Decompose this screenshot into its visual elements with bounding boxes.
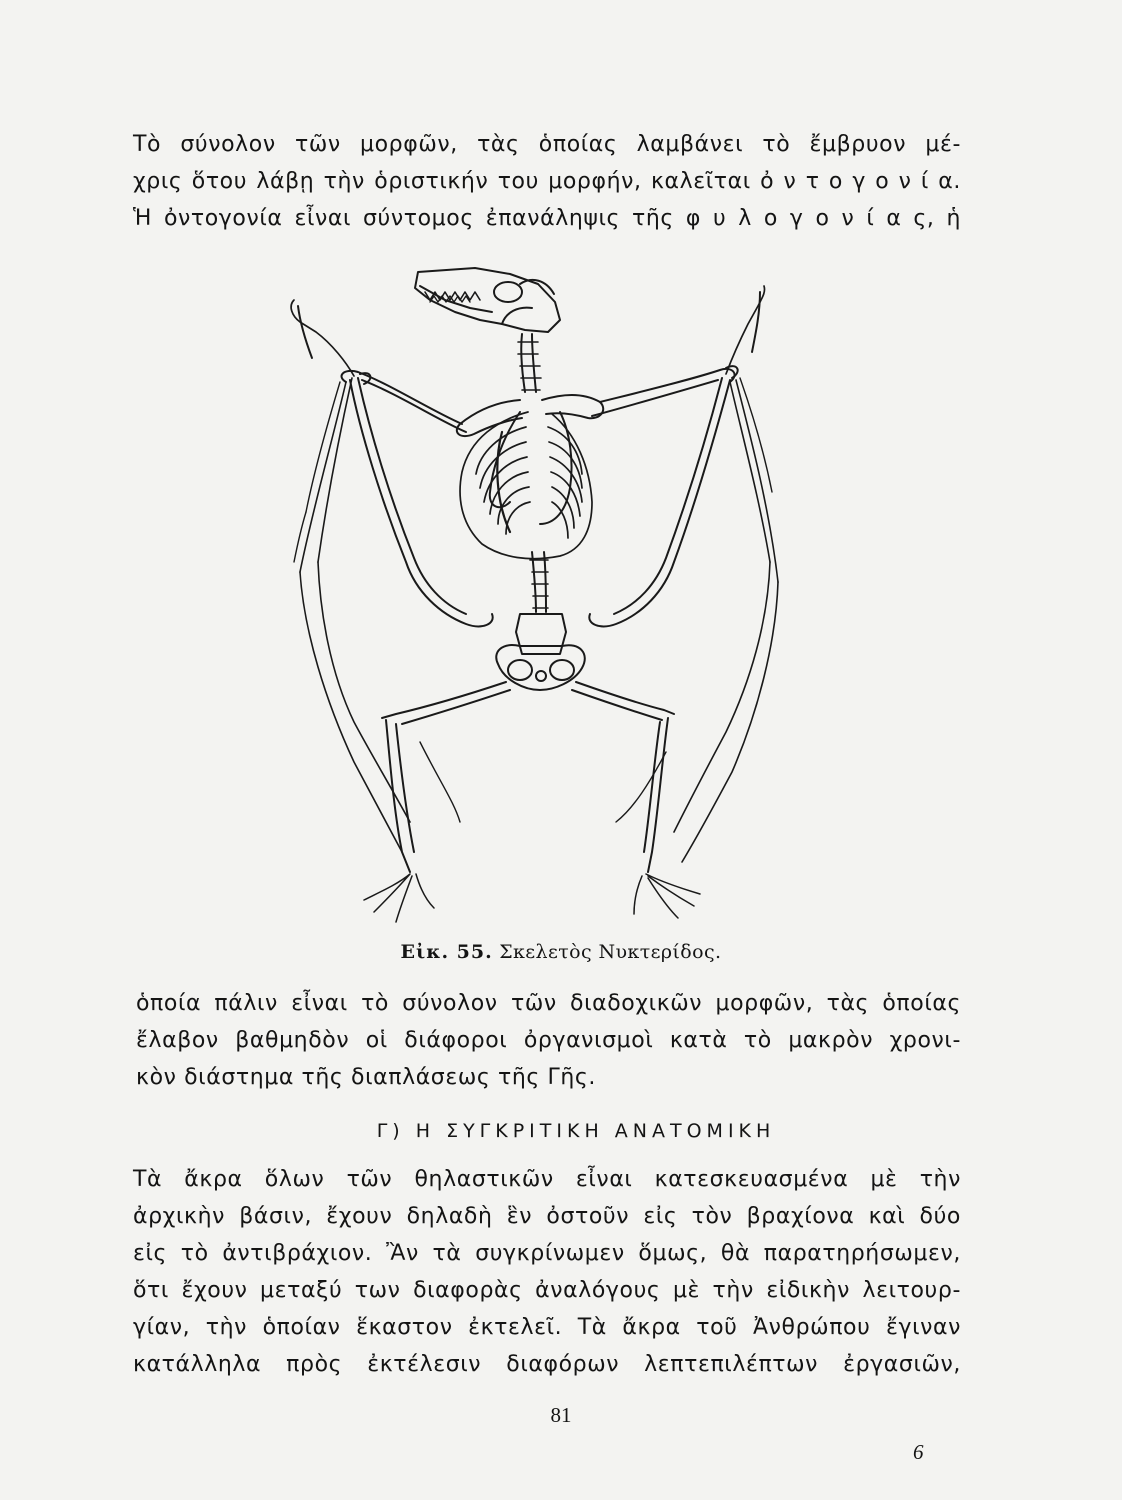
- text-line: ὁποία πάλιν εἶναι τὸ σύνολον τῶν διαδοχικῶν μορφῶν, τὰς ὁποίας: [136, 991, 961, 1016]
- section-heading: Γ) Η ΣΥΓΚΡΙΤΙΚΗ ΑΝΑΤΟΜΙΚΗ: [376, 1120, 776, 1142]
- term-ontogonia: ὀ ν τ ο γ ο ν ί α.: [760, 169, 961, 194]
- term-phylogonia: φ υ λ ο γ ο ν ί α ς,: [685, 206, 935, 231]
- text-line: ὅτι ἔχουν μεταξύ των διαφορὰς ἀναλόγους μὲ τὴν εἰδικὴν λειτουρ-: [133, 1278, 961, 1303]
- text-line: κὸν διάστημα τῆς διαπλάσεως τῆς Γῆς.: [136, 1065, 596, 1090]
- figure-caption: [0, 941, 1122, 963]
- text-line: ἀρχικὴν βάσιν, ἔχουν δηλαδὴ ἓν ὀστοῦν εἰς τὸν βραχίονα καὶ δύο: [133, 1204, 961, 1229]
- text-line: [133, 163, 961, 200]
- skull: [415, 268, 560, 332]
- text-line: κατάλληλα πρὸς ἐκτέλεσιν διαφόρων λεπτεπιλέπτων ἐργασιῶν,: [133, 1352, 961, 1377]
- text-line: [133, 200, 961, 237]
- bat-skeleton-figure: [270, 262, 790, 937]
- text-line: Τὸ σύνολον τῶν μορφῶν, τὰς ὁποίας λαμβάνει τὸ ἔμβρυον μέ-: [133, 132, 961, 157]
- legs: [364, 682, 700, 922]
- text-line: γίαν, τὴν ὁποίαν ἕκαστον ἐκτελεῖ. Τὰ ἄκρα τοῦ Ἀνθρώπου ἔγιναν: [133, 1315, 961, 1340]
- shoulders: [457, 395, 603, 524]
- text-segment: χρις ὅτου λάβῃ τὴν ὁριστικήν του μορφήν, καλεῖται: [133, 169, 751, 194]
- bat-skeleton-illustration: [270, 262, 790, 937]
- paragraph-phylogeny: [136, 985, 961, 1096]
- text-line: εἰς τὸ ἀντιβράχιον. Ἂν τὰ συγκρίνωμεν ὅμως, θὰ παρατηρήσωμεν,: [133, 1241, 961, 1266]
- paragraph-comparative-anatomy: [133, 1161, 961, 1383]
- figure-caption-text: Σκελετὸς Νυκτερίδος.: [499, 941, 722, 963]
- text-segment: ἡ: [946, 206, 962, 231]
- text-segment: Ἡ ὀντογονία εἶναι σύντομος ἐπανάληψις τῆς: [133, 206, 674, 231]
- pelvis: [496, 614, 585, 690]
- right-wing: [589, 286, 778, 862]
- figure-label: Εἰκ. 55.: [400, 941, 493, 963]
- paragraph-ontogeny: [133, 126, 961, 237]
- text-line: Τὰ ἄκρα ὅλων τῶν θηλαστικῶν εἶναι κατεσκευασμένα μὲ τὴν: [133, 1167, 961, 1192]
- left-wing: [291, 300, 493, 852]
- page-number: 81: [550, 1403, 572, 1427]
- signature-mark: 6: [913, 1440, 924, 1464]
- rib-cage: [460, 412, 592, 559]
- text-line: ἔλαβον βαθμηδὸν οἱ διάφοροι ὀργανισμοὶ κατὰ τὸ μακρὸν χρονι-: [136, 1028, 961, 1053]
